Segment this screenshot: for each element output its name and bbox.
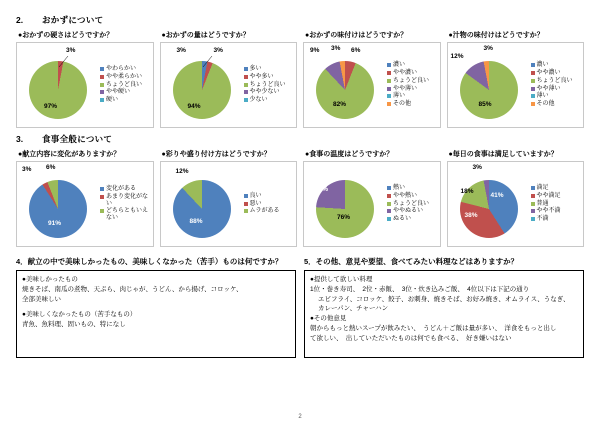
chart-question-shokuji-ondo: ●食事の温度はどうですか？ bbox=[305, 151, 394, 158]
answer-line: て欲しい、 出していただいたものは何でも食べる、 好き嫌いはない bbox=[310, 334, 512, 342]
legend-label: 満足 bbox=[536, 184, 549, 191]
legend-label: やや多い bbox=[249, 73, 274, 80]
legend-label: 硬い bbox=[106, 97, 119, 104]
answer-line: ●美味しかったもの bbox=[22, 276, 78, 283]
answer-line: ●その他意見 bbox=[310, 315, 347, 322]
legend-item bbox=[387, 216, 438, 223]
legend-swatch-icon bbox=[387, 202, 391, 206]
legend-swatch-icon bbox=[100, 67, 104, 71]
legend-swatch-icon bbox=[100, 90, 104, 94]
chart-legend-kondate-henka bbox=[98, 186, 151, 222]
pie-value-label: 6% bbox=[351, 47, 361, 54]
chart-question-mainichi-manzoku: ●毎日の食事は満足していますか？ bbox=[448, 151, 558, 158]
pie-value-label: 12% bbox=[175, 168, 189, 175]
pie-slices-irodori-moritsuke bbox=[173, 180, 231, 238]
legend-item bbox=[244, 74, 295, 81]
legend-swatch-icon bbox=[531, 63, 535, 67]
legend-swatch-icon bbox=[100, 187, 104, 191]
chart-card-okazu-katasa bbox=[16, 42, 154, 128]
answer-line: 朝からもっと熱いスープが飲みたい、 うどん＋ご飯は量が多い、 洋食をもっと出し bbox=[310, 324, 557, 332]
chart-question-okazu-ajitsuke: ●おかずの味付けはどうですか？ bbox=[305, 32, 408, 39]
section-5-answer-box bbox=[304, 270, 584, 358]
pie-chart-irodori-moritsuke bbox=[164, 164, 242, 244]
pie-value-label: 6% bbox=[46, 164, 56, 171]
legend-item bbox=[100, 66, 151, 73]
chart-legend-irodori-moritsuke bbox=[242, 193, 295, 216]
pie-value-label: 85% bbox=[478, 101, 492, 108]
legend-label: どちらともいえない bbox=[106, 208, 149, 222]
answer-line: 全部美味しい bbox=[22, 295, 61, 303]
chart-block-irodori-moritsuke bbox=[160, 149, 298, 247]
legend-swatch-icon bbox=[387, 94, 391, 98]
legend-swatch-icon bbox=[244, 209, 248, 213]
pie-slices-okazu-ajitsuke bbox=[316, 61, 374, 119]
pie-value-label: 38% bbox=[464, 212, 478, 219]
answer-line: カレーパン、チャーハン bbox=[318, 305, 389, 313]
pie-chart-mainichi-manzoku bbox=[451, 164, 529, 244]
pie-value-label: 3% bbox=[213, 47, 223, 54]
chart-card-okazu-ajitsuke bbox=[303, 42, 441, 128]
pie-slices-shirumono-ajitsuke bbox=[460, 61, 518, 119]
legend-swatch-icon bbox=[531, 209, 535, 213]
legend-swatch-icon bbox=[387, 79, 391, 83]
section-4-block bbox=[16, 256, 296, 358]
legend-swatch-icon bbox=[244, 194, 248, 198]
legend-swatch-icon bbox=[531, 186, 535, 190]
legend-label: やや薄い bbox=[393, 85, 418, 92]
page-number: 2 bbox=[298, 414, 302, 420]
legend-item bbox=[244, 89, 295, 96]
legend-swatch-icon bbox=[531, 94, 535, 98]
legend-label: ムラがある bbox=[249, 208, 280, 215]
legend-swatch-icon bbox=[244, 90, 248, 94]
legend-swatch-icon bbox=[531, 79, 535, 83]
legend-label: 多い bbox=[249, 65, 262, 72]
legend-item bbox=[244, 82, 295, 89]
pie-value-label: 76% bbox=[337, 214, 351, 221]
pie-value-label: 3% bbox=[472, 164, 482, 171]
legend-label: 悪い bbox=[249, 200, 262, 207]
legend-swatch-icon bbox=[100, 98, 104, 102]
legend-label: ちょうど良い bbox=[249, 81, 286, 88]
legend-label: 普通 bbox=[536, 200, 549, 207]
leader-line bbox=[20, 45, 98, 125]
legend-swatch-icon bbox=[100, 209, 104, 213]
chart-legend-shirumono-ajitsuke bbox=[529, 62, 582, 108]
legend-swatch-icon bbox=[387, 217, 391, 221]
legend-label: やや満足 bbox=[536, 192, 561, 199]
legend-item bbox=[531, 201, 582, 208]
chart-legend-okazu-katasa bbox=[98, 66, 151, 104]
section-5-heading: 5．その他、意見や要望、食べてみたい料理などはありますか？ bbox=[304, 257, 519, 266]
legend-swatch-icon bbox=[100, 75, 104, 79]
legend-item bbox=[387, 86, 438, 93]
legend-label: ぬるい bbox=[393, 216, 412, 223]
legend-item bbox=[531, 101, 582, 108]
chart-question-irodori-moritsuke: ●彩りや盛り付け方はどうですか？ bbox=[161, 151, 271, 158]
chart-card-shirumono-ajitsuke bbox=[447, 42, 585, 128]
pie-value-label: 24% bbox=[315, 186, 329, 193]
legend-label: ちょうど良い bbox=[106, 81, 143, 88]
legend-label: 不満 bbox=[536, 216, 549, 223]
legend-item bbox=[531, 78, 582, 85]
pie-value-label: 3% bbox=[66, 47, 76, 54]
pie-chart-okazu-ajitsuke bbox=[307, 45, 385, 125]
legend-item bbox=[387, 70, 438, 77]
chart-block-okazu-ryo bbox=[160, 30, 298, 128]
chart-question-okazu-katasa: ●おかずの硬さはどうですか？ bbox=[18, 32, 114, 39]
chart-legend-okazu-ajitsuke bbox=[385, 62, 438, 108]
pie-chart-shirumono-ajitsuke bbox=[451, 45, 529, 125]
legend-label: ちょうど良い bbox=[393, 200, 430, 207]
chart-card-okazu-ryo bbox=[160, 42, 298, 128]
legend-item bbox=[531, 208, 582, 215]
answer-line: 1位・巻き寿司、 2位・赤飯、 3位・炊き込みご飯、 4位以下は下記の通り bbox=[310, 285, 530, 293]
legend-item bbox=[387, 62, 438, 69]
legend-label: ややぬるい bbox=[393, 208, 424, 215]
legend-item bbox=[244, 193, 295, 200]
legend-swatch-icon bbox=[387, 87, 391, 91]
legend-item bbox=[100, 74, 151, 81]
pie-value-label: 97% bbox=[44, 103, 58, 110]
legend-item bbox=[100, 82, 151, 89]
legend-swatch-icon bbox=[387, 194, 391, 198]
answer-line: 焼きそば、南瓜の煮物、天ぷら、肉じゃが、うどん、から揚げ、コロッケ、 bbox=[22, 285, 243, 293]
chart-block-shokuji-ondo bbox=[303, 149, 441, 247]
chart-legend-shokuji-ondo bbox=[385, 185, 438, 223]
legend-swatch-icon bbox=[387, 71, 391, 75]
chart-card-irodori-moritsuke bbox=[160, 161, 298, 247]
legend-swatch-icon bbox=[100, 83, 104, 87]
pie-chart-shokuji-ondo bbox=[307, 164, 385, 244]
legend-label: やや濃い bbox=[536, 69, 561, 76]
legend-item bbox=[100, 194, 151, 208]
chart-question-okazu-ryo: ●おかずの量はどうですか？ bbox=[161, 32, 250, 39]
legend-item bbox=[244, 201, 295, 208]
legend-label: やや少ない bbox=[249, 89, 280, 96]
chart-block-shirumono-ajitsuke bbox=[447, 30, 585, 128]
chart-legend-okazu-ryo bbox=[242, 66, 295, 104]
legend-item bbox=[387, 78, 438, 85]
legend-item bbox=[531, 185, 582, 192]
pie-chart-okazu-katasa bbox=[20, 45, 98, 125]
legend-swatch-icon bbox=[531, 87, 535, 91]
legend-item bbox=[100, 89, 151, 96]
legend-swatch-icon bbox=[531, 102, 535, 106]
legend-item bbox=[244, 97, 295, 104]
legend-swatch-icon bbox=[531, 71, 535, 75]
section-2-header bbox=[16, 14, 584, 26]
free-answer-row bbox=[16, 256, 584, 358]
chart-card-shokuji-ondo bbox=[303, 161, 441, 247]
section-2-number: 2. bbox=[16, 15, 24, 25]
legend-swatch-icon bbox=[531, 217, 535, 221]
legend-item bbox=[100, 186, 151, 193]
legend-swatch-icon bbox=[244, 67, 248, 71]
legend-label: 少ない bbox=[249, 97, 268, 104]
section-3-header bbox=[16, 133, 584, 145]
legend-swatch-icon bbox=[387, 209, 391, 213]
legend-label: やわらかい bbox=[106, 65, 137, 72]
section-3-title: 食事全般について bbox=[42, 134, 113, 144]
chart-block-mainichi-manzoku bbox=[447, 149, 585, 247]
legend-label: その他 bbox=[393, 101, 412, 108]
leader-line bbox=[164, 45, 242, 125]
section-3-number: 3. bbox=[16, 134, 24, 144]
legend-swatch-icon bbox=[244, 98, 248, 102]
answer-line: 青魚、魚料理、固いもの、特になし bbox=[22, 321, 126, 328]
pie-value-label: 12% bbox=[450, 53, 464, 60]
pie-value-label: 82% bbox=[333, 101, 347, 108]
pie-chart-okazu-ryo bbox=[164, 45, 242, 125]
pie-value-label: 3% bbox=[483, 45, 493, 52]
legend-label: 良い bbox=[249, 192, 262, 199]
section-4-heading: 4．献立の中で美味しかったもの、美味しくなかった（苦手）ものは何ですか？ bbox=[16, 257, 283, 266]
legend-item bbox=[531, 216, 582, 223]
pie-value-label: 94% bbox=[187, 103, 201, 110]
legend-swatch-icon bbox=[387, 102, 391, 106]
legend-swatch-icon bbox=[387, 63, 391, 67]
chart-question-kondate-henka: ●献立内容に変化がありますか？ bbox=[18, 151, 121, 158]
legend-label: 濃い bbox=[536, 61, 549, 68]
legend-swatch-icon bbox=[531, 194, 535, 198]
legend-item bbox=[100, 97, 151, 104]
legend-label: やや不満 bbox=[536, 208, 561, 215]
section-2-title: おかずについて bbox=[42, 15, 104, 25]
chart-block-okazu-ajitsuke bbox=[303, 30, 441, 128]
legend-item bbox=[244, 208, 295, 215]
answer-line: エビフライ、コロッケ、餃子、お刺身、焼きそば、お好み焼き、オムライス、うなぎ、 bbox=[318, 295, 570, 303]
legend-label: 変化がある bbox=[106, 185, 137, 192]
legend-item bbox=[387, 193, 438, 200]
legend-label: 熱い bbox=[393, 184, 406, 191]
legend-item bbox=[244, 66, 295, 73]
pie-value-label: 41% bbox=[490, 192, 504, 199]
legend-label: 濃い bbox=[393, 61, 406, 68]
legend-item bbox=[387, 93, 438, 100]
legend-item bbox=[531, 62, 582, 69]
pie-slices-kondate-henka bbox=[29, 180, 87, 238]
charts-row-1 bbox=[16, 30, 584, 128]
legend-label: 薄い bbox=[393, 93, 406, 100]
legend-label: やや熱い bbox=[393, 192, 418, 199]
legend-label: ちょうど良い bbox=[393, 77, 430, 84]
legend-swatch-icon bbox=[244, 202, 248, 206]
answer-line: ●提供して欲しい料理 bbox=[310, 276, 373, 283]
chart-block-okazu-katasa bbox=[16, 30, 154, 128]
chart-question-shirumono-ajitsuke: ●汁物の味付けはどうですか？ bbox=[448, 32, 544, 39]
legend-item bbox=[387, 208, 438, 215]
legend-item bbox=[387, 185, 438, 192]
legend-swatch-icon bbox=[387, 186, 391, 190]
chart-block-kondate-henka bbox=[16, 149, 154, 247]
legend-swatch-icon bbox=[244, 83, 248, 87]
legend-item bbox=[531, 70, 582, 77]
chart-card-mainichi-manzoku bbox=[447, 161, 585, 247]
chart-card-kondate-henka bbox=[16, 161, 154, 247]
pie-value-label: 3% bbox=[331, 45, 341, 52]
legend-swatch-icon bbox=[531, 202, 535, 206]
legend-label: その他 bbox=[536, 101, 555, 108]
legend-item bbox=[531, 86, 582, 93]
pie-value-label: 18% bbox=[460, 188, 474, 195]
legend-item bbox=[387, 201, 438, 208]
legend-label: あまり変化がない bbox=[106, 193, 149, 207]
answer-line: ●美味しくなかったもの（苦手なもの） bbox=[22, 311, 137, 319]
pie-value-label: 3% bbox=[176, 47, 186, 54]
legend-item bbox=[387, 101, 438, 108]
section-5-block bbox=[304, 256, 584, 358]
chart-legend-mainichi-manzoku bbox=[529, 185, 582, 223]
legend-item bbox=[531, 193, 582, 200]
charts-row-2 bbox=[16, 149, 584, 247]
legend-label: やや薄い bbox=[536, 85, 561, 92]
pie-value-label: 9% bbox=[310, 47, 320, 54]
legend-label: やや柔らかい bbox=[106, 73, 143, 80]
legend-label: やや硬い bbox=[106, 89, 131, 96]
legend-item bbox=[100, 208, 151, 222]
section-4-answer-box bbox=[16, 270, 296, 358]
pie-chart-kondate-henka bbox=[20, 164, 98, 244]
pie-value-label: 91% bbox=[48, 220, 62, 227]
legend-swatch-icon bbox=[100, 195, 104, 199]
legend-label: 薄い bbox=[536, 93, 549, 100]
pie-value-label: 3% bbox=[22, 166, 32, 173]
legend-item bbox=[531, 93, 582, 100]
pie-value-label: 88% bbox=[189, 218, 203, 225]
legend-swatch-icon bbox=[244, 75, 248, 79]
legend-label: ちょうど良い bbox=[536, 77, 573, 84]
legend-label: やや濃い bbox=[393, 69, 418, 76]
